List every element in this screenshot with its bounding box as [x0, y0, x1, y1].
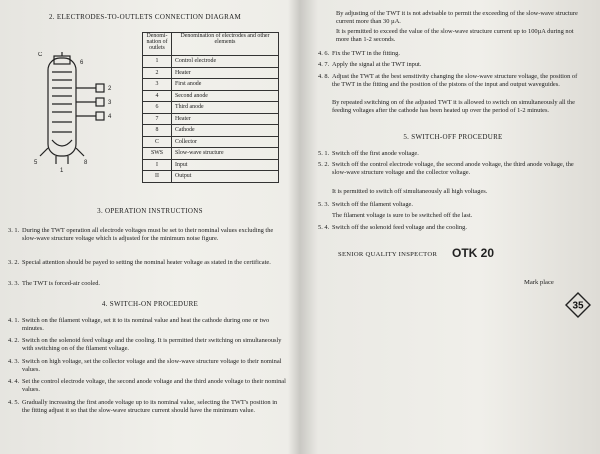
paragraph-number: 4. 7. [318, 61, 330, 68]
paragraph-number: 4. 6. [318, 50, 330, 57]
page-number: 35 [572, 300, 584, 312]
table-header: Denomination of electrodes and other elements [172, 33, 279, 56]
paragraph-number: 3. 1. [8, 227, 20, 234]
paragraph [318, 50, 586, 58]
paragraph-number: 5. 4. [318, 224, 330, 231]
table-row [143, 136, 279, 148]
table-row [143, 113, 279, 125]
paragraph-number: 4. 3. [8, 358, 20, 365]
element-cell: Heater [172, 113, 279, 125]
electrode-connection-diagram [34, 52, 134, 172]
table-row [143, 90, 279, 102]
paragraph-text: Switch on the solenoid feed voltage and the cooling. It is permitted their switching on simultaneously with switching on of the filament voltage. [22, 337, 282, 352]
table-row [143, 171, 279, 183]
paragraph-number: 4. 5. [8, 399, 20, 406]
paragraph-number: 3. 3. [8, 280, 20, 287]
paragraph-text: Gradually increasing the first anode voltage up to its nominal value, selecting the TWT's position in the fitting adjust it so that the slow-wave structure current should have the minimum value. [22, 399, 278, 414]
paragraph [8, 280, 286, 288]
paragraph-text: Set the control electrode voltage, the second anode voltage and the third anode voltage to their nominal values. [22, 378, 286, 393]
paragraph [318, 224, 586, 232]
table-row [143, 125, 279, 137]
paragraph [318, 61, 586, 69]
outlet-cell: 4 [143, 90, 172, 102]
paragraph [8, 378, 286, 394]
paragraph-text: Switch off the control electrode voltage, the second anode voltage, the third anode voltage, the slow-wave structure voltage and the collector voltage. [332, 161, 574, 176]
outlet-cell: 7 [143, 113, 172, 125]
paragraph [318, 161, 586, 177]
paragraph [318, 99, 586, 115]
table-header: Denomi-nation of outlets [143, 33, 172, 56]
outlet-cell: SWS [143, 148, 172, 160]
element-cell: Slow-wave structure [172, 148, 279, 160]
element-cell: Input [172, 159, 279, 171]
paragraph-number: 5. 3. [318, 201, 330, 208]
paragraph [318, 212, 586, 220]
paragraph [318, 73, 586, 89]
section5-title: 5. SWITCH-OFF PROCEDURE [403, 133, 503, 141]
paragraph-number: 4. 1. [8, 317, 20, 324]
inspector-stamp: OTK 20 [452, 246, 495, 260]
outlet-cell: II [143, 171, 172, 183]
table-row [143, 148, 279, 160]
paragraph-text: Fix the TWT in the fitting. [332, 50, 400, 57]
paragraph-text: Switch on high voltage, set the collector voltage and the slow-wave structure voltage to their nominal values. [22, 358, 282, 373]
paragraph-text: During the TWT operation all electrode voltages must be set to their nominal values excluding the slow-wave structure voltage which is adjusted for the minimum noise figure. [22, 227, 274, 242]
diagram-label: 4 [108, 114, 112, 120]
paragraph-number: 3. 2. [8, 259, 20, 266]
section4-title: 4. SWITCH-ON PROCEDURE [101, 300, 199, 308]
paragraph-number: 4. 2. [8, 337, 20, 344]
paragraph [8, 399, 286, 415]
paragraph-number: 4. 8. [318, 73, 330, 80]
paragraph [322, 10, 586, 26]
paragraph [8, 317, 286, 333]
paragraph-text: By repeated switching on of the adjusted TWT it is allowed to switch on simultaneously all the feeding voltages after the cathode has been heated up over the period of 1-2 minutes. [332, 99, 575, 114]
paragraph-text: The TWT is forced-air cooled. [22, 280, 101, 287]
diagram-label: 2 [108, 86, 112, 92]
inspector-label: SENIOR QUALITY INSPECTOR [338, 251, 438, 258]
connection-table [142, 32, 279, 183]
paragraph [318, 201, 586, 209]
table-row [143, 159, 279, 171]
paragraph-text: Switch off the solenoid feed voltage and the cooling. [332, 224, 467, 231]
paragraph [318, 150, 586, 158]
paragraph-text: Switch off the filament voltage. [332, 201, 413, 208]
paragraph-text: Special attention should be payed to setting the nominal heater voltage as stated in the certificate. [22, 259, 271, 266]
element-cell: Collector [172, 136, 279, 148]
outlet-cell: I [143, 159, 172, 171]
element-cell: First anode [172, 79, 279, 91]
outlet-cell: 1 [143, 56, 172, 68]
element-cell: Output [172, 171, 279, 183]
paragraph [8, 227, 286, 243]
table-row [143, 67, 279, 79]
table-row [143, 56, 279, 68]
paragraph-number: 5. 2. [318, 161, 330, 168]
paragraph-text: Switch on the filament voltage, set it to its nominal value and heat the cathode during one or two minutes. [22, 317, 270, 332]
paragraph-text: The filament voltage is sure to be switched off the last. [332, 212, 473, 219]
paragraph-text: By adjusting of the TWT it is not advisable to permit the exceeding of the slow-wave structure current more than 30 µA. [336, 10, 578, 25]
outlet-cell: 2 [143, 67, 172, 79]
paragraph-text: Adjust the TWT at the best sensitivity changing the slow-wave structure voltage, the position of the TWT in the fitting and the position of the pistons of the input and output waveguides. [332, 73, 578, 88]
element-cell: Cathode [172, 125, 279, 137]
section3-title: 3. OPERATION INSTRUCTIONS [97, 207, 203, 215]
element-cell: Control electrode [172, 56, 279, 68]
element-cell: Second anode [172, 90, 279, 102]
paragraph-number: 5. 1. [318, 150, 330, 157]
diagram-label: 5 [34, 160, 38, 166]
table-row [143, 79, 279, 91]
section2-title: 2. ELECTRODES-TO-OUTLETS CONNECTION DIAGRAM [48, 13, 242, 21]
paragraph [8, 259, 286, 267]
paragraph [318, 188, 586, 196]
mark-place-label: Mark place [524, 279, 554, 286]
diagram-label: 6 [80, 60, 84, 66]
paragraph-text: It is permitted to exceed the value of the slow-wave structure current up to 100µA during not more than 1-2 seconds. [336, 28, 574, 43]
paragraph-text: Apply the signal at the TWT input. [332, 61, 422, 68]
diagram-label: 3 [108, 100, 112, 106]
paragraph [8, 358, 286, 374]
outlet-cell: 6 [143, 102, 172, 114]
diagram-label: C [38, 52, 43, 58]
paragraph-text: Switch off the first anode voltage. [332, 150, 419, 157]
outlet-cell: 3 [143, 79, 172, 91]
outlet-cell: 8 [143, 125, 172, 137]
element-cell: Third anode [172, 102, 279, 114]
paragraph [8, 337, 286, 353]
table-row [143, 102, 279, 114]
paragraph-number: 4. 4. [8, 378, 20, 385]
paragraph-text: It is permitted to switch off simultaneously all high voltages. [332, 188, 488, 195]
page-number-badge [563, 290, 593, 320]
outlet-cell: C [143, 136, 172, 148]
paragraph [322, 28, 586, 44]
diagram-label: 1 [60, 168, 64, 172]
element-cell: Heater [172, 67, 279, 79]
diagram-label: 8 [84, 160, 88, 166]
